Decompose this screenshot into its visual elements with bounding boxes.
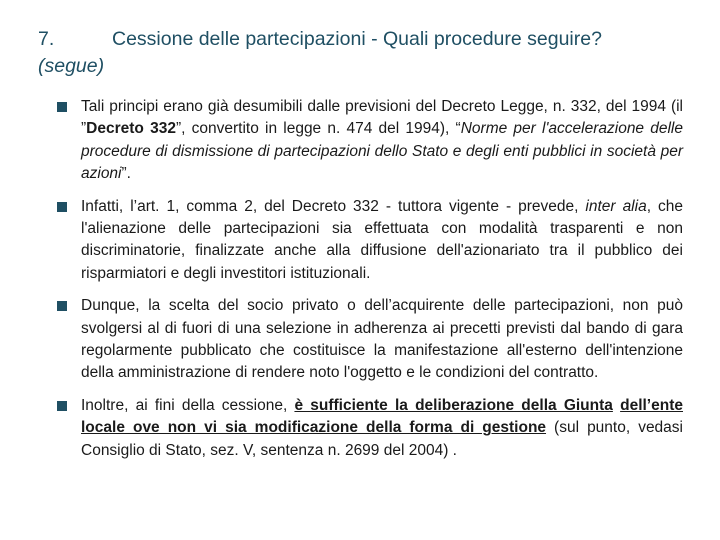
title-subtitle: [38, 55, 104, 77]
text-segment: (sul punto, vedasi Consiglio di Stato, sez. V, sentenza n. 2699 del 2004) .: [81, 419, 683, 459]
title-text: Cessione delle partecipazioni - Quali procedure seguire?: [112, 28, 602, 50]
square-bullet-icon: [57, 401, 67, 411]
text-segment: Infatti, l’art. 1, comma 2, del Decreto 332 - tuttora vigente - prevede,: [81, 197, 586, 215]
text-segment: ”.: [121, 165, 131, 183]
slide-title: [38, 26, 698, 80]
text-segment: Norme per l'accelerazione delle procedure di dismissione di partecipazioni dello Stato e degli enti pubblici in società per azioni: [81, 120, 683, 183]
text-segment: Dunque, la scelta del socio privato o dell’acquirente delle partecipazioni, non può svolgersi al di fuori di una selezione in adherenza ai precetti previsti dal bando di gara regolarmente pubblicato che costituisce la manifestazione all'esterno dell'intenzione della amministrazione di rendere noto l'oggetto e le condizioni del contratto.: [81, 297, 683, 382]
text-segment: dell’ente locale ove non vi sia modificazione della forma di gestione: [81, 396, 683, 437]
section-number: 7.: [38, 28, 55, 50]
bullet-item: [57, 295, 683, 385]
square-bullet-icon: [57, 102, 67, 112]
bullet-item: [57, 196, 683, 286]
bullet-list: [57, 96, 683, 472]
text-segment: Decreto 332: [86, 120, 176, 138]
text-segment: ”, convertito in legge n. 474 del 1994), “: [175, 120, 461, 138]
text-segment: è sufficiente la deliberazione della Giunta: [294, 396, 613, 414]
square-bullet-icon: [57, 202, 67, 212]
bullet-item: [57, 395, 683, 462]
text-segment: , che l'alienazione delle partecipazioni sia effettuata con modalità trasparenti e non discriminatorie, finalizzate anche alla diffusione dell'azionariato tra il pubblico dei risparmiatori e degli investitori istituzionali.: [81, 197, 683, 282]
text-segment: Tali principi erano già desumibili dalle previsioni del Decreto Legge, n. 332, del 1994 (il ”: [81, 98, 683, 138]
text-segment: inter alia: [585, 197, 647, 215]
bullet-text: [81, 196, 683, 286]
bullet-text: [81, 395, 683, 462]
bullet-text: [81, 96, 683, 186]
text-segment: Inoltre, ai fini della cessione,: [81, 396, 295, 414]
bullet-item: [57, 96, 683, 186]
bullet-text: [81, 295, 683, 385]
square-bullet-icon: [57, 301, 67, 311]
subtitle-text: (segue): [38, 55, 105, 77]
